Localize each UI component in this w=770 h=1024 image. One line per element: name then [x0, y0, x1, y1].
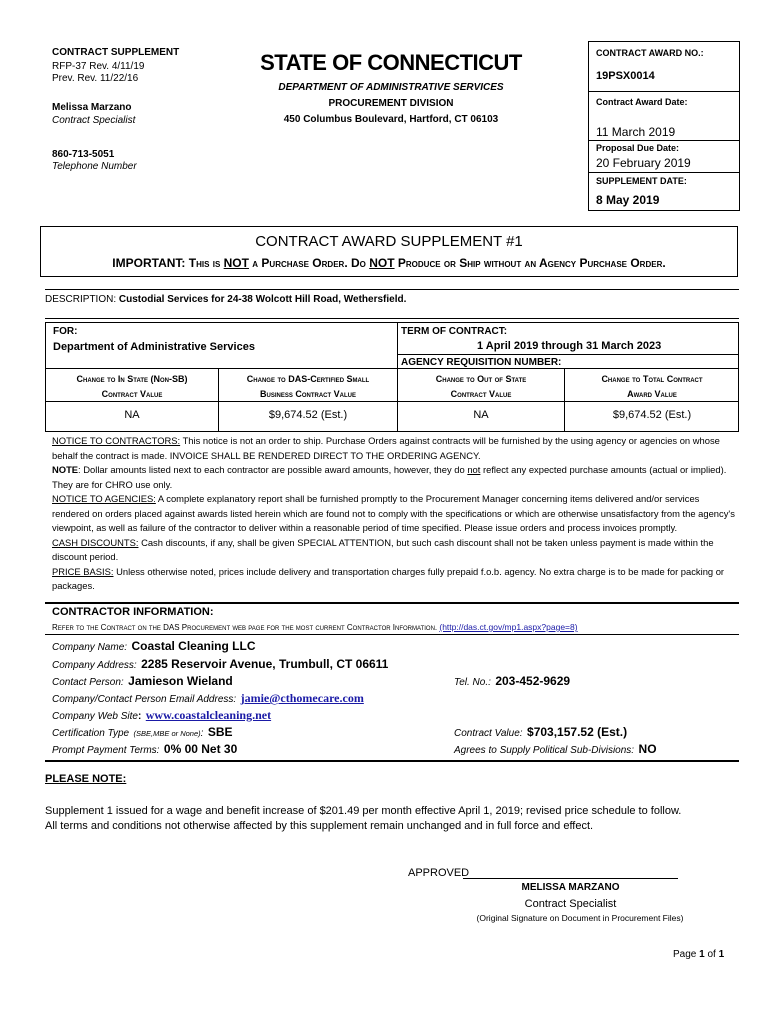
- contact-name: Melissa Marzano: [52, 102, 132, 113]
- company-name: Coastal Cleaning LLC: [131, 639, 256, 653]
- term-label: TERM OF CONTRACT:: [401, 326, 508, 337]
- email-link[interactable]: jamie@cthomecare.com: [240, 691, 364, 705]
- notice-cash: [52, 536, 736, 565]
- tel-label: Tel. No.:: [454, 677, 491, 688]
- header-out-line1: Change to Out of State: [435, 374, 527, 384]
- email-label: Company/Contact Person Email Address:: [52, 694, 237, 705]
- header-box-top-border: [588, 41, 740, 42]
- award-no-label: CONTRACT AWARD NO.:: [596, 48, 704, 58]
- supplement-banner: [40, 226, 738, 277]
- header-instate: [46, 372, 218, 402]
- contact-person-row: [52, 672, 233, 690]
- notice-agencies: [52, 492, 736, 536]
- company-name-label: Company Name:: [52, 642, 128, 653]
- banner-important: [41, 256, 737, 270]
- phone-number: 860-713-5051: [52, 149, 115, 160]
- contractor-refer: [52, 622, 578, 632]
- tel-value: 203-452-9629: [495, 674, 571, 688]
- political-row: [454, 740, 657, 758]
- please-note-line2: All terms and conditions not otherwise affected by this supplement remain unchanged and in full force and effect.: [45, 820, 594, 832]
- please-note-heading: PLEASE NOTE:: [45, 773, 127, 785]
- notice-agencies-text: A complete explanatory report shall be furnished promptly to the Procurement Manager concerning items delivered and/or services rendered on orders placed against awards listed herein which are found not to comply with the specifications or which are otherwise unsatisfactory from the agency's viewpoint, as well as failure of the contractor to deliver within a reasonable period of time specified. Please issue orders and process invoices promptly.: [52, 493, 735, 533]
- prev-revision: Prev. Rev. 11/22/16: [52, 73, 139, 84]
- department-name: DEPARTMENT OF ADMINISTRATIVE SERVICES: [278, 82, 504, 93]
- section-divider: [45, 634, 739, 635]
- page-total: 1: [718, 949, 725, 960]
- company-address-row: [52, 655, 388, 673]
- proposal-due-label: Proposal Due Date:: [596, 143, 680, 153]
- header-total: [565, 372, 739, 402]
- company-name-row: [52, 637, 256, 655]
- approver-title: Contract Specialist: [524, 898, 617, 910]
- award-date-label: Contract Award Date:: [596, 97, 688, 107]
- prompt-payment-label: Prompt Payment Terms:: [52, 745, 160, 756]
- signature-note: (Original Signature on Document in Procurement Files): [476, 913, 684, 923]
- contact-role: Contract Specialist: [52, 115, 136, 126]
- page-number: [673, 949, 724, 960]
- table-divider: [45, 368, 739, 369]
- header-box-right-border: [739, 41, 740, 211]
- banner-title: CONTRACT AWARD SUPPLEMENT #1: [255, 233, 523, 250]
- value-total: $9,674.52 (Est.): [612, 409, 692, 421]
- state-title: STATE OF CONNECTICUT: [260, 50, 522, 75]
- cash-discounts-text: Cash discounts, if any, shall be given SPECIAL ATTENTION, but such cash discount shall not be taken unless payment is made within the discount period.: [52, 536, 714, 562]
- section-divider: [45, 760, 739, 762]
- header-box-divider: [588, 140, 740, 141]
- page-of: of: [704, 949, 719, 960]
- contract-value-row: [454, 723, 627, 741]
- notice-contractors-label: NOTICE TO CONTRACTORS:: [52, 435, 181, 446]
- notice-agencies-label: NOTICE TO AGENCIES:: [52, 493, 156, 504]
- phone-label: Telephone Number: [52, 161, 137, 172]
- certification-row: Certification Type (SBE,MBE or None): SBE: [52, 725, 233, 739]
- note-not: not: [467, 464, 481, 475]
- notice-contractors-text: This notice is not an order to ship. Purchase Orders against contracts will be furnished by the using agency or agencies on whose behalf the contract is made. INVOICE SHALL BE RENDERED DIRECT TO THE ORDERING AGENCY.: [52, 435, 720, 461]
- company-address: 2285 Reservoir Avenue, Trumbull, CT 06611: [141, 657, 389, 671]
- contact-person-label: Contact Person:: [52, 677, 124, 688]
- value-outofstate: NA: [473, 409, 489, 421]
- political-value: NO: [638, 742, 657, 756]
- section-divider: [45, 602, 739, 604]
- tel-row: [454, 672, 570, 690]
- header-outofstate: [398, 372, 564, 402]
- price-basis-text: Unless otherwise noted, prices include delivery and transportation charges fully prepaid f.o.b. agency. No extra charge is to be made for packing or packages.: [52, 565, 725, 591]
- header-das-line1: Change to DAS-Certified Small: [246, 374, 370, 384]
- header-box-divider: [588, 91, 740, 92]
- table-divider: [397, 354, 739, 355]
- for-label: FOR:: [53, 326, 78, 337]
- description-row: [45, 294, 406, 305]
- supplement-label: CONTRACT SUPPLEMENT: [52, 47, 180, 58]
- term-value: 1 April 2019 through 31 March 2023: [477, 340, 662, 352]
- website-row: Company Web Site: www.coastalcleaning.net: [52, 708, 272, 722]
- header-box-bottom-border: [588, 210, 740, 211]
- please-note-line1: Supplement 1 issued for a wage and benefit increase of $201.49 per month effective April 1, 2019; revised price schedule to follow.: [45, 805, 682, 817]
- award-no-value: 19PSX0014: [596, 70, 655, 82]
- das-link[interactable]: (http://das.ct.gov/mp1.aspx?page=8): [439, 622, 578, 632]
- notices-block: [52, 434, 736, 594]
- header-das-certified: [219, 372, 397, 402]
- company-address-label: Company Address:: [52, 660, 137, 671]
- certification-label: Certification Type: [52, 728, 130, 739]
- page-prefix: Page: [673, 949, 700, 960]
- contact-person: Jamieson Wieland: [128, 674, 233, 688]
- description-label: DESCRIPTION:: [45, 294, 117, 305]
- important-mid: a Purchase Order. Do: [248, 256, 370, 270]
- note-label: NOTE: [52, 464, 79, 475]
- certification-hint: (SBE,MBE or None): [133, 729, 201, 738]
- email-row: [52, 689, 364, 707]
- price-basis-label: PRICE BASIS:: [52, 565, 114, 577]
- page-current: 1: [699, 949, 705, 960]
- note-text: : Dollar amounts listed next to each contractor are possible award amounts, however, they do: [78, 464, 468, 475]
- description-value: Custodial Services for 24-38 Wolcott Hill Road, Wethersfield.: [118, 294, 407, 305]
- website-link[interactable]: www.coastalcleaning.net: [145, 708, 272, 722]
- value-instate: NA: [124, 409, 140, 421]
- award-date-value: 11 March 2019: [596, 125, 676, 139]
- important-prefix: IMPORTANT: This is: [112, 256, 224, 270]
- header-total-line1: Change to Total Contract: [601, 374, 703, 384]
- prompt-payment-value: 0% 00 Net 30: [163, 742, 238, 756]
- political-label: Agrees to Supply Political Sub-Divisions:: [454, 745, 635, 756]
- for-value: Department of Administrative Services: [53, 341, 255, 353]
- header-instate-line1: Change to In State (Non-SB): [76, 374, 188, 384]
- division-name: PROCUREMENT DIVISION: [328, 98, 454, 109]
- website-label: Company Web Site: [52, 711, 138, 722]
- prompt-payment-row: [52, 740, 237, 758]
- supplement-date-value: 8 May 2019: [596, 193, 660, 207]
- important-suffix: Produce or Ship without an Agency Purchase Order.: [394, 256, 666, 270]
- notice-price: [52, 565, 736, 594]
- not-emphasis: NOT: [369, 256, 395, 270]
- contract-value: $703,157.52 (Est.): [527, 725, 628, 739]
- supplement-date-label: SUPPLEMENT DATE:: [596, 176, 687, 186]
- header-box-divider: [588, 172, 740, 173]
- section-divider: [45, 289, 739, 290]
- header-box-left-border: [588, 41, 589, 211]
- header-total-line2: Award Value: [627, 389, 677, 399]
- rfp-revision: RFP-37 Rev. 4/11/19: [52, 61, 145, 72]
- header-das-line2: Business Contract Value: [259, 389, 356, 399]
- header-instate-line2: Contract Value: [101, 389, 163, 399]
- contract-value-label: Contract Value:: [454, 728, 523, 739]
- requisition-label: AGENCY REQUISITION NUMBER:: [401, 357, 562, 368]
- note-text-2: reflect any expected purchase amounts (actual or implied). They are for CHRO use only.: [52, 464, 727, 490]
- proposal-due-value: 20 February 2019: [596, 156, 691, 170]
- value-das-certified: $9,674.52 (Est.): [268, 409, 348, 421]
- refer-text: Refer to the Contract on the DAS Procurement web page for the most current Contractor Information.: [52, 623, 438, 632]
- header-out-line2: Contract Value: [450, 389, 512, 399]
- not-emphasis: NOT: [223, 256, 249, 270]
- cash-discounts-label: CASH DISCOUNTS:: [52, 536, 139, 548]
- section-divider: [45, 318, 739, 319]
- notice-contractors: [52, 434, 736, 463]
- approver-name: MELISSA MARZANO: [521, 882, 620, 893]
- notice-note: [52, 463, 736, 492]
- agency-address: 450 Columbus Boulevard, Hartford, CT 06103: [283, 114, 499, 125]
- certification-value: SBE: [207, 725, 233, 739]
- approved-label: APPROVED: [408, 867, 470, 879]
- contractor-heading: CONTRACTOR INFORMATION:: [52, 606, 214, 618]
- signature-line: [463, 878, 678, 879]
